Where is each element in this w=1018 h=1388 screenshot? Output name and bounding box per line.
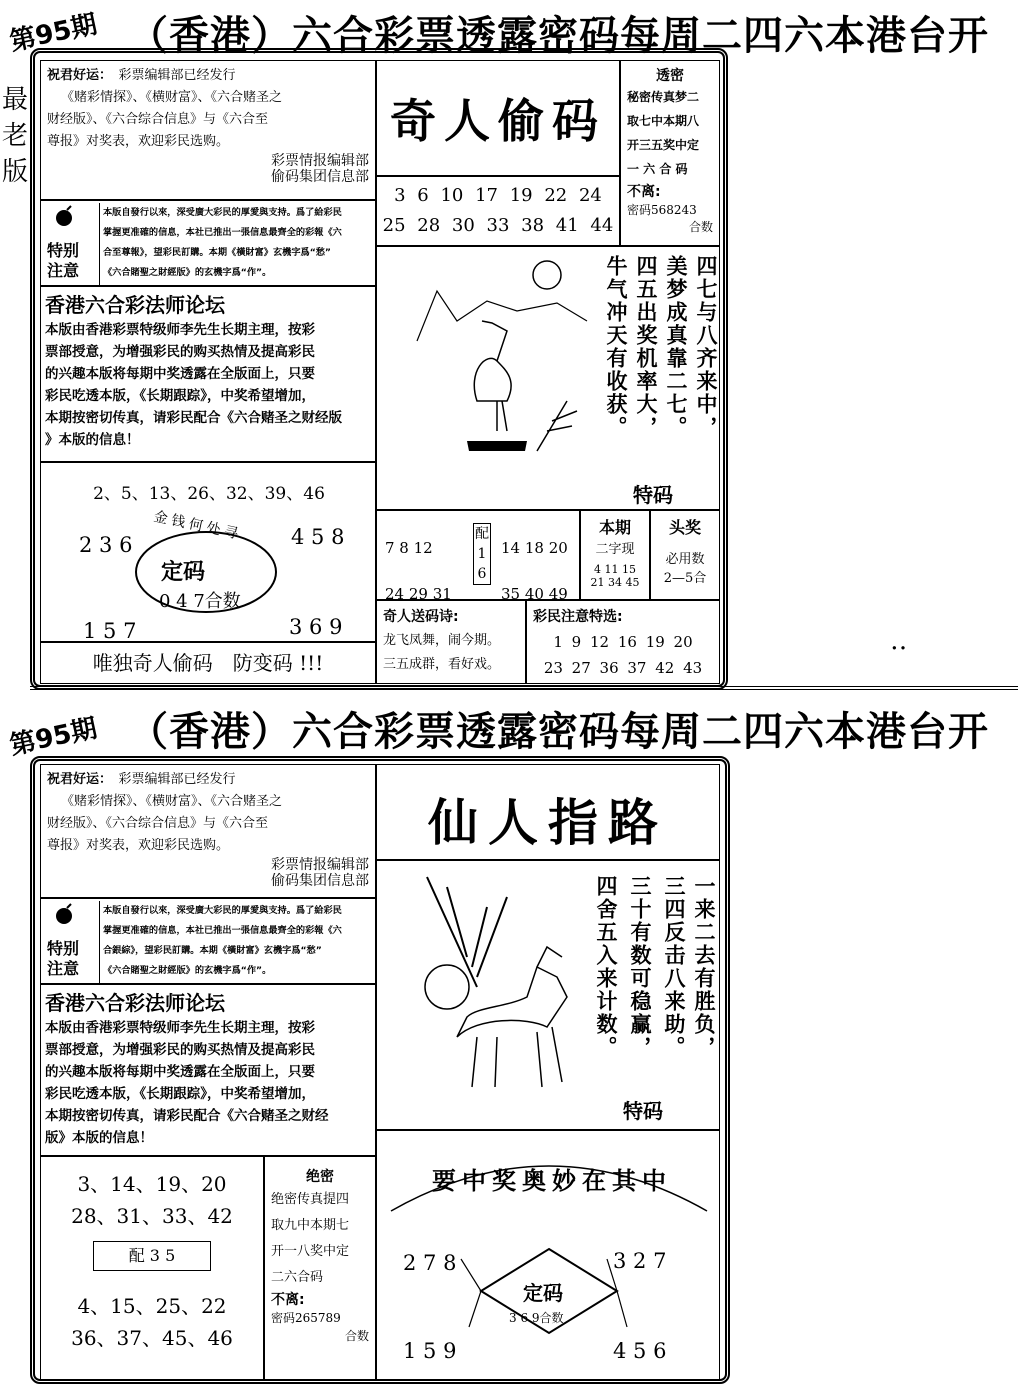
poem-column: 四五出奖机率大，	[634, 255, 658, 439]
notice-line: 掌握更准確的信息，本社已推出一張信息最齊全的彩報《六	[103, 925, 342, 936]
notice-line: 本版自發行以來，深受廣大彩民的厚愛與支持。爲了給彩民	[103, 905, 342, 916]
benqi-box	[580, 510, 650, 600]
dingma-top-nums: 2、5、13、26、32、39、46	[93, 484, 325, 504]
dots: ‥	[890, 626, 908, 656]
main-title: 奇人偷码	[390, 94, 606, 148]
dingma-bottom-left: 1 5 7	[83, 619, 137, 643]
pei-mid-char: 1	[477, 546, 487, 562]
poem-column: 一来二去有胜负，	[692, 875, 716, 1059]
notice-line: 掌握更准確的信息，本社已推出一張信息最齊全的彩報《六	[103, 227, 342, 238]
juemi-heshu: 合数	[344, 1329, 369, 1343]
poem2-title: 奇人送码诗:	[383, 609, 459, 625]
poem-column: 四舍五入来计数。	[594, 875, 618, 1059]
bomb-icon	[53, 205, 75, 227]
diamond-label: 定码	[523, 1281, 563, 1305]
dingma-right: 4 5 8	[291, 525, 345, 549]
forum-box	[40, 286, 376, 462]
picture-poem-box	[376, 246, 720, 510]
notice-line: 本版自發行以來，深受廣大彩民的厚愛與支持。爲了給彩民	[103, 207, 342, 218]
side-label	[2, 82, 30, 190]
notice-line: 《六合賭聖之財經版》的玄機字爲“作”。	[103, 965, 272, 976]
forum-line: 本期按密切传真，请彩民配合《六合赌圣之财经版	[45, 410, 342, 426]
juemi-line: 取九中本期七	[271, 1218, 350, 1233]
forum-box	[40, 984, 376, 1156]
forum-line: 彩民吃透本版，《长期跟踪》，中奖希望增加，	[45, 388, 315, 404]
main-title-box	[376, 60, 620, 176]
forum-title: 香港六合彩法师论坛	[45, 991, 225, 1015]
toujiang-box	[650, 510, 720, 600]
forum-line: 票部授意，为增强彩民的购买热情及提高彩民	[45, 344, 315, 360]
juemi-title: 绝密	[306, 1169, 334, 1185]
bottom-nums-row: 28、31、33、42	[71, 1204, 233, 1228]
poem2-line: 龙飞凤舞，闹今期。	[383, 633, 501, 648]
issue-number-bottom: 第95期	[7, 713, 100, 762]
greeting-box	[40, 764, 376, 898]
pei-mid-char: 6	[477, 566, 487, 582]
toujiang-title: 头奖	[668, 518, 701, 537]
numbers-row: 3 6 10 17 19 22 24	[394, 185, 602, 206]
notice-label-line: 注意	[47, 959, 80, 978]
forum-line: 的兴趣本版将每期中奖透露在全版面上，只要	[45, 1064, 315, 1080]
pei-right-row: 35 40 49	[501, 585, 568, 603]
diamond-top-left: 2 7 8	[403, 1251, 457, 1275]
forum-line: 的兴趣本版将每期中奖透露在全版面上，只要	[45, 366, 315, 382]
toujiang-sub: 必用数	[665, 552, 705, 567]
greeting-label: 祝君好运：	[47, 772, 106, 787]
greeting-line: 彩票编辑部已经发行	[118, 68, 236, 83]
tema-label: 特码	[623, 1099, 663, 1123]
special-row: 23 27 36 37 42 43	[543, 659, 703, 677]
diamond-box	[376, 1130, 720, 1380]
bomb-icon	[53, 903, 75, 925]
secret-line: 开三五奖中定	[627, 138, 700, 152]
special-box	[526, 600, 720, 684]
juemi-buli: 不离:	[271, 1292, 305, 1308]
notice-label-line: 特别	[47, 241, 80, 260]
benqi-nums: 4 11 15	[594, 563, 636, 576]
side-label-char: 版	[2, 157, 29, 187]
arc-text: 要中奖奥妙在其中	[432, 1167, 672, 1195]
forum-line: 本版由香港彩票特级师李先生长期主理，按彩	[45, 322, 315, 338]
main-title-bottom: 仙人指路	[428, 793, 668, 852]
bottom-pei: 配 3 5	[93, 1241, 211, 1271]
poem-column: 美梦成真靠二七。	[664, 255, 688, 439]
juemi-box	[264, 1156, 376, 1380]
bottom-nums-row: 3、14、19、20	[77, 1172, 227, 1196]
divider-strip	[30, 686, 1018, 694]
secret-line: 一 六 合 码	[627, 162, 688, 176]
header-title-top: （香港）六合彩票透露密码每周二四六本港台开	[128, 13, 989, 59]
crane-illustration	[397, 251, 597, 471]
diamond-sub: 3 6 9合数	[509, 1311, 564, 1325]
notice-box	[40, 898, 376, 984]
notice-box	[40, 200, 376, 286]
picture-poem-box-bottom	[376, 860, 720, 1130]
poem2-line: 三五成群，看好戏。	[383, 657, 501, 672]
diamond-top-right: 3 2 7	[613, 1249, 667, 1273]
forum-line: 彩民吃透本版，《长期跟踪》，中奖希望增加，	[45, 1086, 315, 1102]
numbers-row: 25 28 30 33 38 41 44	[382, 215, 614, 236]
juemi-line: 二六合码	[271, 1270, 324, 1285]
poem2-box	[376, 600, 526, 684]
notice-label	[47, 241, 79, 281]
pei-left-row: 24 29 31	[385, 585, 452, 603]
tema-label: 特码	[633, 483, 673, 507]
greeting-line: 彩票编辑部已经发行	[118, 772, 236, 787]
pei-left-row: 7 8 12	[385, 539, 433, 557]
secret-code: 密码568243	[627, 203, 697, 217]
poem-column: 四七与八齐来中，	[694, 255, 718, 439]
diamond-bottom-right: 4 5 6	[613, 1339, 667, 1363]
pei-mid-char: 配	[475, 526, 489, 542]
greeting-sign: 彩票情报编辑部	[271, 857, 369, 873]
bottom-numbers-box	[40, 1156, 264, 1380]
secret-line: 取七中本期八	[627, 114, 700, 128]
greeting-label: 祝君好运：	[47, 68, 106, 83]
notice-label-line: 特别	[47, 939, 80, 958]
forum-title: 香港六合彩法师论坛	[45, 293, 225, 317]
notice-line: 《六合賭聖之財經版》的玄機字爲“作”。	[103, 267, 272, 278]
greeting-line: 财经版》、《六合综合信息》与《六合至	[47, 112, 269, 127]
numbers-box	[376, 176, 620, 246]
notice-text	[99, 901, 375, 983]
bottom-nums-row: 36、37、45、46	[71, 1326, 233, 1350]
side-label-char: 老	[2, 121, 29, 151]
special-title: 彩民注意特选:	[533, 609, 623, 625]
poem-column: 牛气冲天有收获。	[604, 255, 628, 439]
dingma-label: 定码	[161, 560, 206, 585]
greeting-line: 财经版》、《六合综合信息》与《六合至	[47, 816, 269, 831]
benqi-title: 本期	[598, 518, 631, 537]
forum-line: 本期按密切传真，请彩民配合《六合赌圣之财经	[45, 1108, 329, 1124]
forum-line: 本版由香港彩票特级师李先生长期主理，按彩	[45, 1020, 315, 1036]
slogan: 唯独奇人偷码 防变码 !!!	[92, 651, 324, 675]
greeting-line: 《赌彩情探》、《横财富》、《六合赌圣之	[61, 90, 283, 105]
forum-line: 》本版的信息！	[45, 432, 140, 448]
notice-label-line: 注意	[47, 261, 80, 280]
toujiang-range: 2—5合	[663, 571, 707, 586]
dingma-sub: 0 4 7合数	[159, 591, 241, 612]
secret-box	[620, 60, 720, 246]
pei-box	[376, 510, 580, 603]
pei-right-row: 14 18 20	[501, 539, 568, 557]
issue-number-top: 第95期	[7, 9, 100, 58]
greeting-line: 尊报》对奖表，欢迎彩民选购。	[47, 838, 230, 853]
dingma-left: 2 3 6	[79, 533, 133, 557]
main-title-box-bottom	[376, 764, 720, 860]
poem-column: 三十有数可稳赢，	[628, 875, 652, 1059]
side-label-char: 最	[2, 85, 29, 115]
slogan-box	[40, 642, 376, 684]
secret-heshu: 合数	[688, 220, 713, 234]
dingma-box	[40, 462, 376, 642]
benqi-sub: 二字现	[595, 542, 635, 557]
dingma-arc-text: 金钱何处寻	[152, 508, 244, 544]
special-row: 1 9 12 16 19 20	[553, 633, 693, 651]
secret-line: 秘密传真梦二	[627, 90, 700, 104]
poem-column: 三四反击八来助。	[662, 875, 686, 1059]
notice-line: 合至尊報》，望彩民訂購。本期《橫財富》玄機字爲“愁”	[103, 247, 331, 258]
notice-label	[47, 939, 79, 979]
forum-line: 票部授意，为增强彩民的购买热情及提高彩民	[45, 1042, 315, 1058]
benqi-nums: 21 34 45	[590, 576, 640, 589]
notice-text	[99, 203, 375, 285]
juemi-line: 开一八奖中定	[271, 1244, 350, 1259]
pei-mid	[473, 523, 491, 585]
header-title-bottom: （香港）六合彩票透露密码每周二四六本港台开	[128, 709, 989, 755]
secret-title: 透密	[656, 68, 684, 84]
horse-illustration	[387, 867, 597, 1097]
greeting-box	[40, 60, 376, 200]
juemi-code: 密码265789	[271, 1311, 341, 1325]
dingma-bottom-right: 3 6 9	[289, 615, 343, 639]
greeting-sign: 彩票情报编辑部	[271, 153, 369, 169]
greeting-sign: 偷码集团信息部	[271, 169, 369, 185]
notice-line: 合銀綜》，望彩民訂購。本期《橫財富》玄機字爲“愁”	[103, 945, 322, 956]
greeting-sign: 偷码集团信息部	[271, 873, 369, 889]
greeting-line: 尊报》对奖表，欢迎彩民选购。	[47, 134, 230, 149]
juemi-line: 绝密传真提四	[271, 1192, 350, 1207]
forum-line: 版》本版的信息！	[45, 1130, 153, 1146]
diamond-bottom-left: 1 5 9	[403, 1339, 457, 1363]
greeting-line: 《赌彩情探》、《横财富》、《六合赌圣之	[61, 794, 283, 809]
bottom-nums-row: 4、15、25、22	[77, 1294, 227, 1318]
secret-buli: 不离:	[627, 184, 661, 200]
